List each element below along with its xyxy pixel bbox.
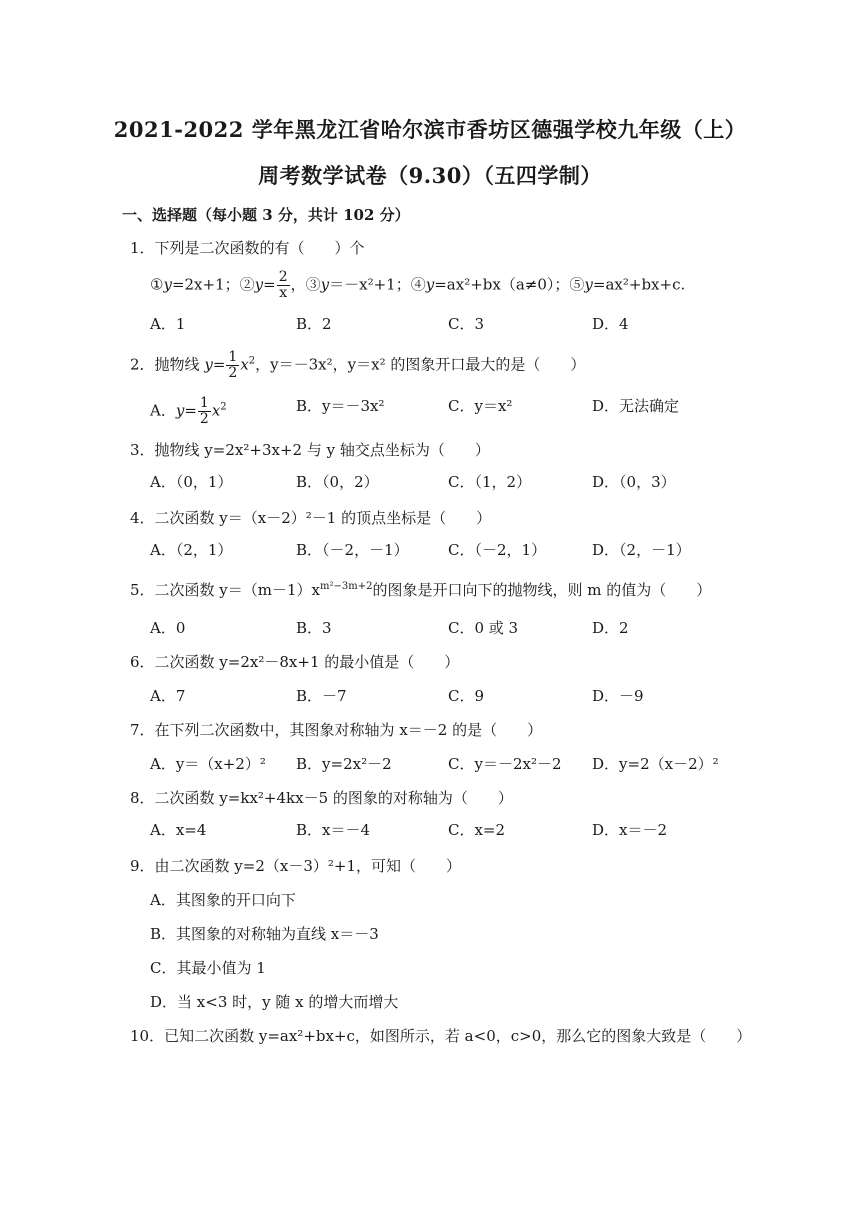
q8-option-d: D．x＝－2 — [592, 821, 668, 839]
q7-option-d: D．y=2（x－2）² — [592, 755, 719, 773]
q2-option-b: B．y＝－3x² — [296, 397, 385, 415]
q5-option-b: B．3 — [296, 619, 332, 637]
q1-option-c: C．3 — [448, 315, 485, 333]
q3-option-b: B．（0，2） — [296, 473, 379, 491]
item-2-fraction: $\frac{2}{x}$ — [278, 269, 288, 301]
q2-fraction: $\frac{1}{2}$ — [228, 349, 238, 381]
q4-option-c: C．（－2，1） — [448, 541, 547, 559]
item-1-expr: =2x+1； — [171, 275, 240, 294]
item-2-marker: ② — [239, 275, 255, 294]
item-5-marker: ⑤ — [569, 275, 585, 294]
question-5-stem: 5．二次函数 $y=(m-1)x^{m^2-3m+2}$的图象是开口向下的抛物线，则 m 的值为（ ） — [130, 581, 712, 599]
q4-option-d: D．（2，－1） — [592, 541, 691, 559]
question-8-stem: 8．二次函数 y=kx²+4kx－5 的图象的对称轴为（ ） — [130, 789, 513, 807]
q5-exponent: m²−3m+2 — [320, 581, 373, 592]
question-6-stem: 6．二次函数 y=2x²－8x+1 的最小值是（ ） — [130, 653, 460, 671]
q9-option-d: D．当 x<3 时，y 随 x 的增大而增大 — [150, 993, 399, 1011]
q9-option-c: C．其最小值为 1 — [150, 959, 266, 977]
q7-option-b: B．y=2x²－2 — [296, 755, 392, 773]
question-1-items: ①y=2x+1；②y= $\frac{2}{x}$ ，③y＝－x²+1；④y=ax²+bx（a≠0）；⑤y=ax²+bx+c. — [150, 269, 686, 301]
q1-option-b: B．2 — [296, 315, 332, 333]
q6-option-a: A．7 — [150, 687, 186, 705]
item-3-marker: ，③ — [290, 275, 321, 294]
q4-option-b: B．（－2，－1） — [296, 541, 409, 559]
question-4-stem: 4．二次函数 y＝（x－2）²－1 的顶点坐标是（ ） — [130, 509, 492, 527]
question-1-stem: 1．下列是二次函数的有（ ）个 — [130, 239, 365, 257]
q9-option-b: B．其图象的对称轴为直线 x＝－3 — [150, 925, 379, 943]
question-2-stem: 2．抛物线 y= $\frac{1}{2}$ $x^2$，y＝－3x²，y＝x² 的图象开口最大的是（ ） — [130, 349, 586, 381]
q2-option-a: A．y= $\frac{1}{2}$ $x^2$ — [150, 395, 227, 427]
q7-option-c: C．y＝－2x²－2 — [448, 755, 562, 773]
question-3-stem: 3．抛物线 y=2x²+3x+2 与 y 轴交点坐标为（ ） — [130, 441, 490, 459]
q5-option-c: C．0 或 3 — [448, 619, 519, 637]
q1-option-a: A．1 — [150, 315, 186, 333]
exam-title-line2: 周考数学试卷（9.30）（五四学制） — [258, 163, 602, 188]
q9-option-a: A．其图象的开口向下 — [150, 891, 296, 909]
item-5-expr: =ax²+bx+c. — [592, 275, 686, 294]
q6-option-c: C．9 — [448, 687, 485, 705]
q3-option-d: D．（0，3） — [592, 473, 676, 491]
question-10-stem: 10．已知二次函数 y=ax²+bx+c，如图所示，若 a<0，c>0，那么它的图象大致是（ ） — [130, 1027, 752, 1045]
item-4-marker: ④ — [410, 275, 426, 294]
q8-option-b: B．x＝－4 — [296, 821, 371, 839]
q2-option-d: D．无法确定 — [592, 397, 680, 415]
q3-option-a: A．（0，1） — [150, 473, 233, 491]
item-1-marker: ① — [150, 275, 164, 294]
q2-option-c: C．y＝x² — [448, 397, 513, 415]
q6-option-b: B．－7 — [296, 687, 347, 705]
q4-option-a: A．（2，1） — [150, 541, 233, 559]
exam-title-line1: 2021-2022 学年黑龙江省哈尔滨市香坊区德强学校九年级（上） — [113, 117, 747, 142]
q7-option-a: A．y＝（x+2）² — [150, 755, 266, 773]
question-9-stem: 9．由二次函数 y=2（x－3）²+1，可知（ ） — [130, 857, 462, 875]
item-4-expr: =ax²+bx（a≠0）； — [434, 275, 570, 294]
item-3-expr: ＝－x²+1； — [329, 275, 411, 294]
q8-option-a: A．x=4 — [150, 821, 207, 839]
q8-option-c: C．x=2 — [448, 821, 506, 839]
q5-option-a: A．0 — [150, 619, 186, 637]
question-7-stem: 7．在下列二次函数中，其图象对称轴为 x＝－2 的是（ ） — [130, 721, 543, 739]
q1-option-d: D．4 — [592, 315, 629, 333]
q6-option-d: D．－9 — [592, 687, 644, 705]
q3-option-c: C．（1，2） — [448, 473, 532, 491]
q5-option-d: D．2 — [592, 619, 629, 637]
section-heading: 一、选择题（每小题 3 分，共计 102 分） — [122, 206, 410, 224]
